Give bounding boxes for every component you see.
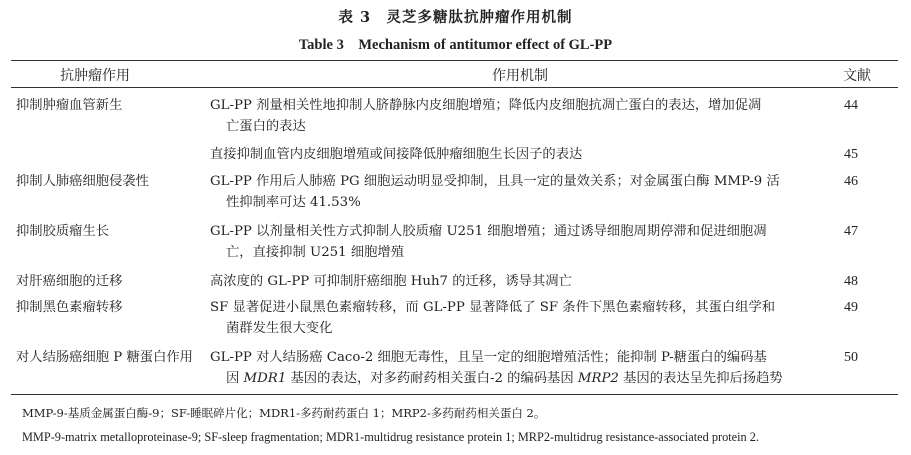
row-6-mechanism	[210, 297, 824, 339]
row-6-mechanism-line-2: 菌群发生很大变化	[226, 321, 333, 336]
row-5-mechanism	[210, 271, 824, 292]
row-5-reference: 48	[844, 274, 858, 289]
footnote-en: MMP-9-matrix metalloproteinase-9; SF-sleep fragmentation; MDR1-multidrug resistance protein 1; MRP2-multidrug resistance-associated protein 2.	[22, 430, 759, 444]
row-3-effect: 抑制人肺癌细胞侵袭性	[16, 174, 149, 189]
footnote-cn: MMP-9-基质金属蛋白酶-9；SF-睡眠碎片化；MDR1-多药耐药蛋白 1；MRP2-多药耐药相关蛋白 2。	[22, 406, 546, 420]
row-3-mechanism-line-1: GL-PP 作用后人肺癌 PG 细胞运动明显受抑制，且具一定的量效关系；对金属蛋白酶 MMP-9 活	[210, 174, 780, 189]
row-1-mechanism	[210, 95, 824, 137]
row-7-mechanism-line-2	[210, 368, 824, 389]
row-7-gene-mdr1: MDR1	[243, 371, 287, 386]
table-title-cn: 表 3 灵芝多糖肽抗肿瘤作用机制	[338, 9, 573, 26]
header-antitumor-effect: 抗肿瘤作用	[60, 68, 130, 84]
row-7-mechanism	[210, 347, 824, 389]
row-6-mechanism-line-1: SF 显著促进小鼠黑色素瘤转移，而 GL-PP 显著降低了 SF 条件下黑色素瘤转移，其蛋白组学和	[210, 300, 776, 315]
row-1-mechanism-line-2: 亡蛋白的表达	[226, 119, 306, 134]
row-7-mechanism-text-c: 基因的表达呈先抑后扬趋势	[618, 371, 783, 386]
row-4-reference: 47	[844, 224, 858, 239]
row-2-reference: 45	[844, 147, 858, 162]
row-6-reference: 49	[844, 300, 858, 315]
top-rule	[11, 60, 898, 61]
row-7-mechanism-text-b: 基因的表达，对多药耐药相关蛋白-2 的编码基因	[286, 371, 578, 386]
row-1-mechanism-line-1: GL-PP 剂量相关性地抑制人脐静脉内皮细胞增殖；降低内皮细胞抗凋亡蛋白的表达，增加促凋	[210, 98, 762, 113]
row-6-effect: 抑制黑色素瘤转移	[16, 300, 123, 315]
row-1-reference: 44	[844, 98, 858, 113]
row-7-gene-mrp2: MRP2	[577, 371, 619, 386]
row-3-reference: 46	[844, 174, 858, 189]
row-5-mechanism-line-1: 高浓度的 GL-PP 可抑制肝癌细胞 Huh7 的迁移，诱导其凋亡	[210, 274, 572, 289]
row-7-reference: 50	[844, 350, 858, 365]
row-7-effect: 对人结肠癌细胞 P 糖蛋白作用	[16, 350, 193, 365]
row-4-mechanism	[210, 221, 824, 263]
header-reference: 文献	[843, 68, 871, 84]
row-5-effect: 对肝癌细胞的迁移	[16, 274, 123, 289]
row-4-mechanism-line-2: 亡，直接抑制 U251 细胞增殖	[226, 245, 405, 260]
row-7-mechanism-text-a: 因	[226, 371, 244, 386]
row-2-mechanism	[210, 144, 824, 165]
row-4-effect: 抑制胶质瘤生长	[16, 224, 110, 239]
header-mechanism: 作用机制	[492, 68, 548, 84]
row-4-mechanism-line-1: GL-PP 以剂量相关性方式抑制人胶质瘤 U251 细胞增殖；通过诱导细胞周期停滞和促进细胞凋	[210, 224, 767, 239]
row-7-mechanism-line-1: GL-PP 对人结肠癌 Caco-2 细胞无毒性，且呈一定的细胞增殖活性；能抑制 P-糖蛋白的编码基	[210, 350, 767, 365]
header-rule	[11, 87, 898, 88]
row-1-effect: 抑制肿瘤血管新生	[16, 98, 123, 113]
bottom-rule	[11, 394, 898, 395]
row-3-mechanism	[210, 171, 824, 213]
row-2-mechanism-line-1: 直接抑制血管内皮细胞增殖或间接降低肿瘤细胞生长因子的表达	[210, 147, 583, 162]
row-3-mechanism-line-2: 性抑制率可达 41.53%	[226, 195, 361, 210]
table-title-en: Table 3 Mechanism of antitumor effect of GL-PP	[298, 37, 613, 53]
